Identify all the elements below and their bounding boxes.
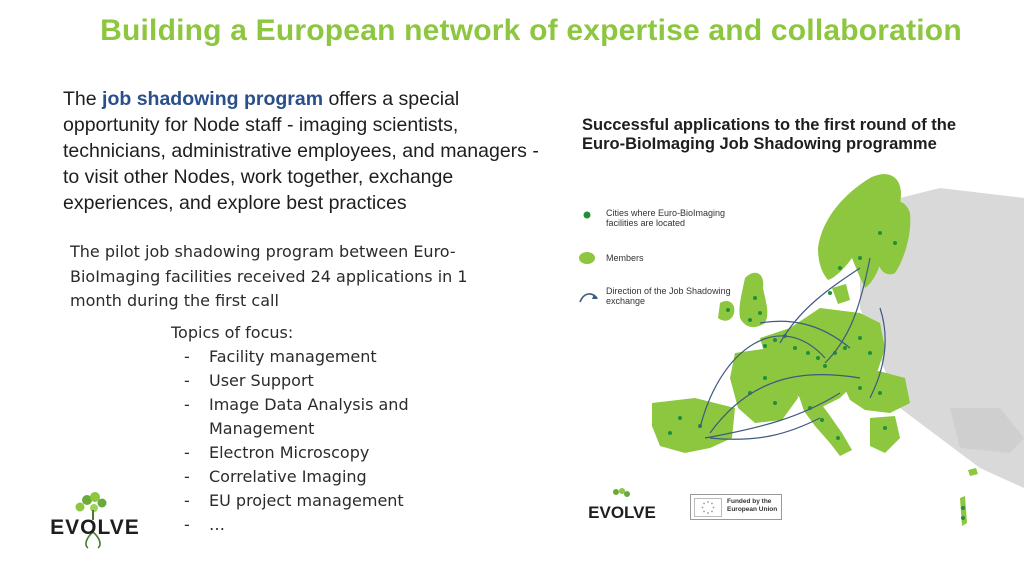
intro-text-end: offers a special opportunity for Node staff - imaging scientists, technicians, administrative employees, and managers - to visit other Nodes, work together, exchange experiences, and explore best practices bbox=[63, 88, 539, 214]
green-blob-icon bbox=[578, 251, 596, 265]
europe-map bbox=[560, 108, 1024, 548]
job-shadowing-map-panel bbox=[560, 108, 1024, 548]
topics-list bbox=[171, 345, 471, 537]
tree-icon bbox=[613, 488, 630, 497]
topic-item: - … bbox=[171, 513, 471, 537]
topic-item: - User Support bbox=[171, 369, 471, 393]
legend-label: Direction of the Job Shadowing exchange bbox=[606, 286, 731, 306]
funded-text: Funded by the European Union bbox=[727, 498, 778, 513]
job-shadowing-highlight: job shadowing program bbox=[102, 88, 324, 110]
intro-paragraph bbox=[63, 86, 543, 216]
topic-item: - Facility management bbox=[171, 345, 471, 369]
green-dot-icon bbox=[582, 210, 592, 220]
logo-text: EVOLVE bbox=[50, 516, 140, 539]
topic-item: - Electron Microscopy bbox=[171, 441, 471, 465]
map-evolve-logo bbox=[578, 488, 666, 524]
legend-label: Members bbox=[606, 253, 644, 263]
evolve-logo bbox=[40, 490, 150, 570]
topics-heading: Topics of focus: bbox=[171, 323, 294, 342]
slide-title: Building a European network of expertise and collaboration bbox=[100, 14, 962, 47]
topic-item: - Correlative Imaging bbox=[171, 465, 471, 489]
eu-funding-badge bbox=[690, 494, 782, 520]
map-title: Successful applications to the first round of the Euro-BioImaging Job Shadowing programme bbox=[582, 116, 957, 153]
pilot-paragraph: The pilot job shadowing program between Euro-BioImaging facilities received 24 applications in 1 month during the first call bbox=[70, 242, 468, 310]
topics-block bbox=[171, 321, 471, 537]
topic-item: - Image Data Analysis and Management bbox=[171, 393, 471, 441]
eu-flag-icon bbox=[694, 498, 722, 517]
intro-text-start: The bbox=[63, 88, 103, 110]
legend-label: Cities where Euro-BioImaging facilities are located bbox=[606, 208, 726, 228]
topic-item: - EU project management bbox=[171, 489, 471, 513]
map-logo-text: EVOLVE bbox=[588, 503, 656, 522]
curved-arrow-icon bbox=[578, 290, 600, 304]
